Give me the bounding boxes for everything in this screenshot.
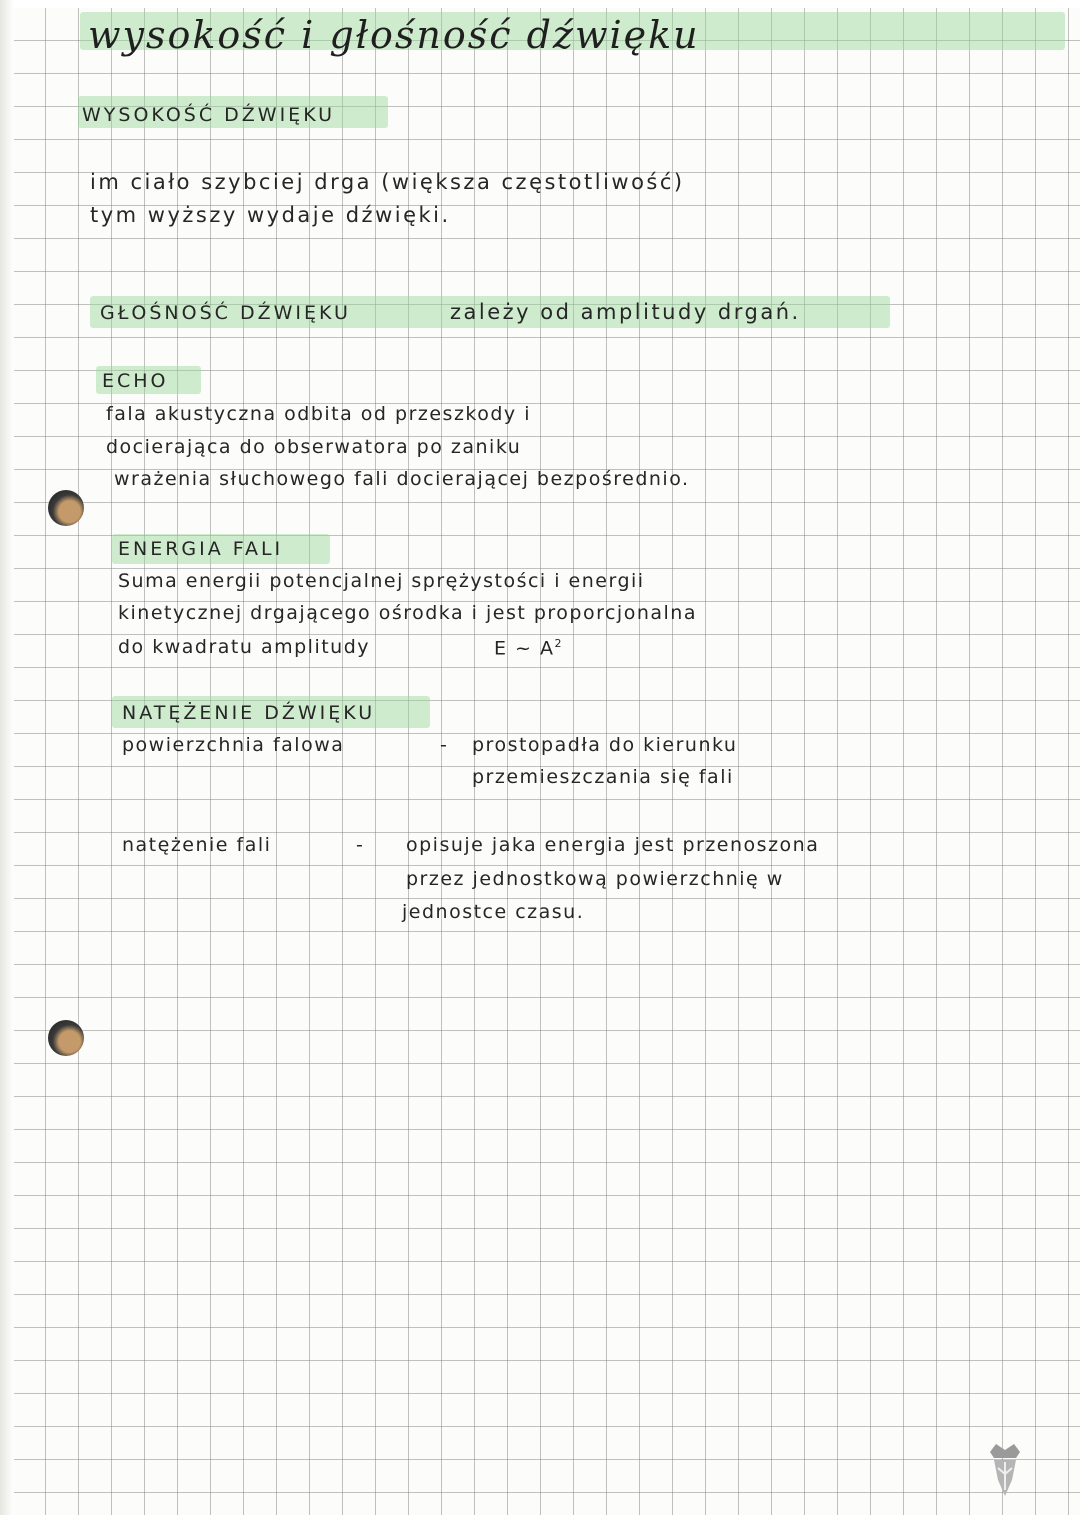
wysokosc-heading: WYSOKOŚĆ DŹWIĘKU: [82, 104, 336, 126]
echo-line-2: docierająca do obserwatora po zaniku: [106, 436, 522, 458]
energia-line-1: Suma energii potencjalnej sprężystości i energii: [118, 570, 645, 592]
energia-formula: [494, 638, 563, 658]
wysokosc-line-1: im ciało szybciej drga (większa częstotliwość): [90, 170, 685, 194]
def2-line-3: jednostce czasu.: [402, 901, 585, 923]
formula-exponent: 2: [554, 637, 564, 650]
glosnosc-heading: GŁOŚNOŚĆ DŹWIĘKU: [100, 302, 351, 324]
term-natezenie-fali: natężenie fali: [122, 834, 272, 856]
glosnosc-text: zależy od amplitudy drgań.: [450, 300, 801, 324]
def1-line-1: prostopadła do kierunku: [472, 734, 738, 756]
def2-line-2: przez jednostkową powierzchnię w: [406, 868, 784, 890]
echo-heading: ECHO: [102, 370, 169, 392]
crown-logo-icon: [980, 1440, 1030, 1500]
echo-line-1: fala akustyczna odbita od przeszkody i: [106, 403, 531, 425]
wysokosc-line-2: tym wyższy wydaje dźwięki.: [90, 203, 451, 227]
echo-line-3: wrażenia słuchowego fali docierającej bezpośrednio.: [114, 468, 690, 490]
energia-heading: ENERGIA FALI: [118, 538, 284, 560]
paper-bottom-edge: [0, 1515, 1080, 1527]
definition-dash: -: [440, 734, 449, 756]
paper-left-edge: [0, 0, 14, 1527]
page-title: wysokość i głośność dźwięku: [88, 13, 700, 57]
natezenie-heading: NATĘŻENIE DŹWIĘKU: [122, 702, 376, 724]
energia-line-3: do kwadratu amplitudy: [118, 636, 371, 658]
energia-line-2: kinetycznej drgającego ośrodka i jest proporcjonalna: [118, 602, 697, 624]
definition-dash: -: [356, 834, 365, 856]
binder-hole-icon: [48, 490, 84, 526]
formula-base: E ~ A: [494, 637, 555, 660]
def2-line-1: opisuje jaka energia jest przenoszona: [406, 834, 820, 856]
binder-hole-icon: [48, 1020, 84, 1056]
def1-line-2: przemieszczania się fali: [472, 766, 734, 788]
term-powierzchnia-falowa: powierzchnia falowa: [122, 734, 345, 756]
paper-top-edge: [0, 0, 1080, 8]
